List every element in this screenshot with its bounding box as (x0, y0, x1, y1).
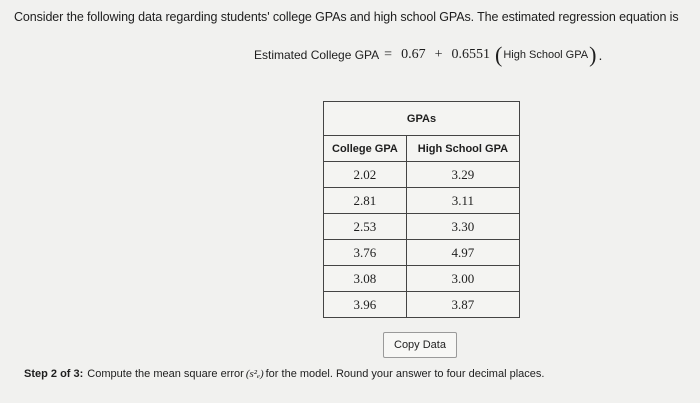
table-row (324, 266, 520, 292)
equation-equals: = (384, 47, 393, 62)
college-gpa-cell: 2.02 (324, 162, 407, 188)
equation-intercept: 0.67 (401, 47, 426, 62)
table-row (324, 292, 520, 318)
high-school-gpa-cell: 3.11 (406, 188, 519, 214)
step-text-after: for the model. Round your answer to four decimal places. (265, 368, 545, 380)
step-text-before: Compute the mean square error (87, 368, 244, 380)
step-instruction (24, 368, 544, 380)
gpa-data-table (323, 101, 520, 318)
column-header-high-school-gpa: High School GPA (406, 136, 519, 162)
regression-equation (254, 44, 602, 66)
college-gpa-cell: 3.76 (324, 240, 407, 266)
high-school-gpa-cell: 3.29 (406, 162, 519, 188)
equation-period: . (598, 47, 603, 63)
table-group-header: GPAs (324, 102, 520, 136)
table-row (324, 214, 520, 240)
high-school-gpa-cell: 3.87 (406, 292, 519, 318)
equation-variable: High School GPA (503, 49, 589, 61)
mse-symbol: (s²ₑ) (245, 368, 264, 380)
college-gpa-cell: 2.53 (324, 214, 407, 240)
equation-lhs: Estimated College GPA (254, 48, 380, 62)
equation-close-paren: ) (589, 42, 597, 67)
college-gpa-cell: 2.81 (324, 188, 407, 214)
column-header-college-gpa: College GPA (324, 136, 407, 162)
table-row (324, 162, 520, 188)
high-school-gpa-cell: 3.30 (406, 214, 519, 240)
equation-plus: + (434, 47, 443, 62)
equation-slope: 0.6551 (451, 47, 490, 62)
college-gpa-cell: 3.08 (324, 266, 407, 292)
problem-statement: Consider the following data regarding students' college GPAs and high school GPAs. The estimated regression equation is (14, 10, 679, 24)
equation-open-paren: ( (494, 42, 503, 67)
step-label: Step 2 of 3: (24, 368, 84, 380)
table-row (324, 188, 520, 214)
table-row (324, 240, 520, 266)
high-school-gpa-cell: 3.00 (406, 266, 519, 292)
high-school-gpa-cell: 4.97 (406, 240, 519, 266)
copy-data-button[interactable]: Copy Data (383, 332, 457, 358)
college-gpa-cell: 3.96 (324, 292, 407, 318)
